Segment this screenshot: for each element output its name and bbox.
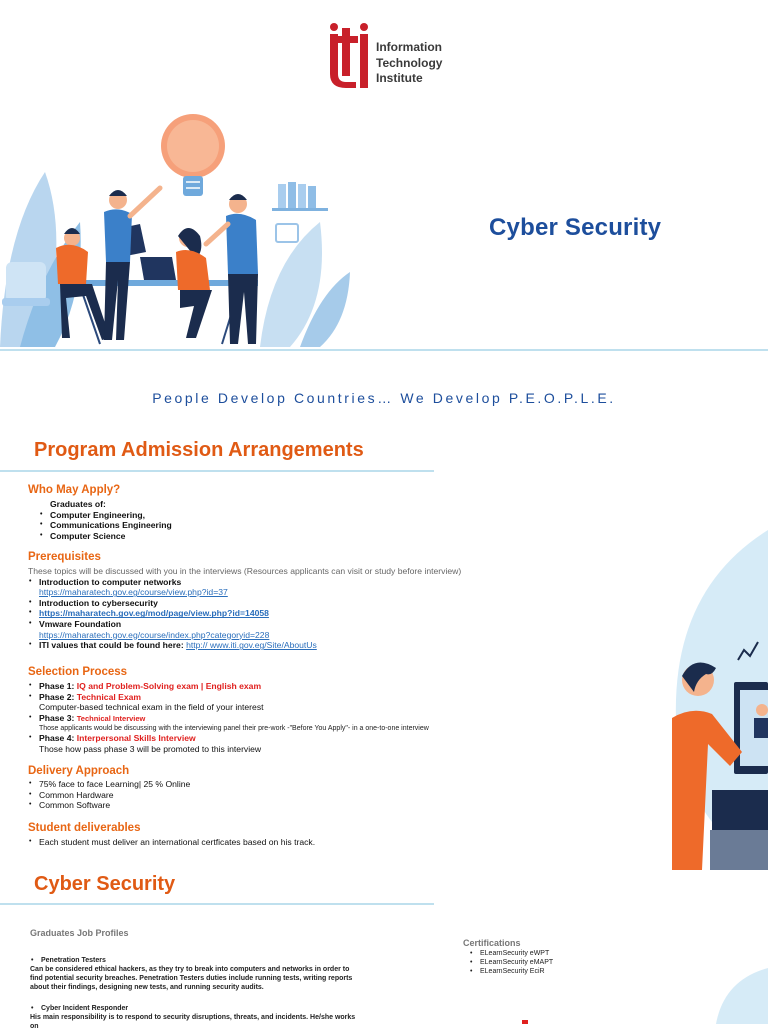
list-item — [28, 681, 548, 692]
phase-2-label: Phase 2: — [39, 691, 75, 702]
cert-list — [469, 949, 663, 976]
prereq-link-2[interactable]: https://maharatech.gov.eg/mod/page/view.php?id=14058 — [39, 608, 269, 619]
prereq-note: These topics will be discussed with you in the interviews (Resources applicants can visit or study before interview) — [28, 566, 462, 576]
job-1 — [30, 956, 360, 965]
hero-divider — [0, 349, 768, 351]
job-1-desc: Can be considered ethical hackers, as they try to break into computers and networks in order to find potential security breaches. Penetration Testers duties include running tests, writing reports about their findings, designing new tests, and running security audits. — [30, 966, 353, 991]
job-2-title: • Cyber Incident Responder — [30, 1004, 360, 1013]
list-item: • Computer Engineering, — [39, 510, 508, 521]
list-item — [28, 733, 548, 744]
delivery-section — [28, 765, 428, 811]
delivery-list — [28, 779, 428, 811]
cyber-title: Cyber Security — [34, 873, 176, 895]
red-accent — [522, 1020, 528, 1024]
list-item: • Vmware Foundation — [28, 619, 528, 630]
selection-heading: Selection Process — [28, 666, 128, 678]
list-item: • Introduction to cybersecurity — [28, 598, 528, 609]
logo-text — [376, 40, 442, 87]
list-item: • Common Hardware — [28, 790, 428, 801]
deliverables-heading: Student deliverables — [28, 822, 141, 834]
iti-logo — [326, 22, 446, 92]
iti-logo-mark — [326, 22, 374, 92]
list-item: • ELearnSecurity eMAPT — [469, 958, 663, 967]
list-item: • ELearnSecurity eWPT — [469, 949, 663, 958]
list-item — [28, 640, 528, 651]
selection-list-3 — [28, 733, 548, 744]
phase-4-label: Phase 4: — [39, 733, 75, 744]
selection-list — [28, 681, 548, 702]
job-profiles — [30, 928, 360, 1031]
prereq-list — [28, 577, 528, 588]
deliverables-section — [28, 822, 448, 848]
hero-title: Cyber Security — [489, 214, 662, 241]
selection-section — [28, 666, 548, 755]
prereq-item-4: ITI values that could be found here: — [39, 640, 184, 651]
list-item — [28, 713, 548, 725]
profiles-heading: Graduates Job Profiles — [30, 928, 129, 938]
list-item — [28, 692, 548, 703]
job-2-desc: His main responsibility is to respond to security disruptions, threats, and incidents. He/she works on — [30, 1014, 356, 1030]
selection-list-2 — [28, 713, 548, 725]
cyber-rule — [0, 903, 434, 905]
who-intro: Graduates of: — [50, 499, 106, 509]
logo-line-3: Institute — [376, 71, 423, 85]
tagline: People Develop Countries… We Develop P.E.O.P.L.E. — [152, 390, 616, 406]
phase-3-label: Phase 3: — [39, 712, 75, 723]
prereq-heading: Prerequisites — [28, 551, 101, 563]
list-item: • Communications Engineering — [39, 520, 508, 531]
prereq-list-3 — [28, 640, 528, 651]
phase-2-value: Technical Exam — [76, 691, 142, 702]
phase-4-value: Interpersonal Skills Interview — [76, 733, 196, 744]
delivery-heading: Delivery Approach — [28, 765, 130, 777]
job-2 — [30, 1004, 360, 1013]
analyst-illustration — [672, 530, 768, 870]
list-item: • Common Software — [28, 800, 428, 811]
who-heading: Who May Apply? — [28, 484, 121, 496]
prereq-list-2 — [28, 598, 528, 630]
list-item: • ELearnSecurity EciR — [469, 967, 663, 976]
list-item — [28, 608, 528, 619]
deliverables-list — [28, 837, 448, 848]
list-item: • 75% face to face Learning| 25 % Online — [28, 779, 428, 790]
phase-4-desc: Those how pass phase 3 will be promoted to this interview — [39, 743, 262, 754]
logo-line-1: Information — [376, 40, 442, 54]
job-1-title: • Penetration Testers — [30, 956, 360, 965]
logo-line-2: Technology — [376, 55, 443, 70]
prereq-link-3[interactable]: https://maharatech.gov.eg/course/index.php?categoryid=228 — [39, 629, 270, 640]
phase-1-value: IQ and Problem-Solving exam | English exam — [76, 681, 262, 691]
phase-3-value: Technical Interview — [76, 713, 146, 723]
cert-heading: Certifications — [463, 938, 521, 948]
list-item: • Each student must deliver an international certficates based on his track. — [28, 837, 448, 848]
certifications — [463, 938, 663, 976]
team-illustration — [0, 112, 360, 352]
who-section — [28, 484, 508, 541]
who-list — [28, 510, 508, 542]
list-item: • Computer Science — [39, 531, 508, 542]
phase-2-desc: Computer-based technical exam in the field of your interest — [39, 702, 264, 713]
admission-rule — [0, 470, 434, 472]
admission-title: Program Admission Arrangements — [34, 439, 364, 461]
decorative-circle — [704, 960, 768, 1024]
prereq-section — [28, 551, 528, 651]
list-item: • Introduction to computer networks — [28, 577, 528, 588]
phase-3-desc: Those applicants would be discussing with the interviewing panel their pre-work -"Before You Apply"- in a one-to-one interview — [39, 725, 429, 733]
phase-1-label: Phase 1: — [39, 681, 75, 691]
prereq-link-4[interactable]: http:// www.iti.gov.eg/Site/AboutUs — [186, 640, 317, 651]
prereq-link-1[interactable]: https://maharatech.gov.eg/course/view.php?id=37 — [39, 587, 228, 598]
